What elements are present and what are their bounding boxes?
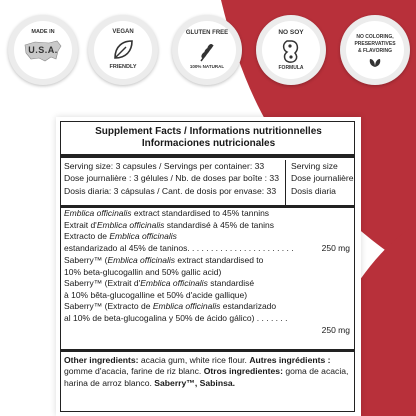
ingredient-text: Extrait d' — [64, 219, 97, 230]
badge-bottom-text: 100% NATURAL — [189, 64, 225, 69]
facts-title — [61, 126, 356, 150]
badge-row — [0, 0, 416, 100]
ingredient-text: estandarizado — [220, 301, 277, 312]
vegan-friendly-badge — [88, 15, 158, 85]
ingredient-latin-name: Emblica officinalis — [109, 231, 177, 242]
no-soy-badge — [256, 15, 326, 85]
soybean-icon — [279, 38, 303, 64]
ingredient-amount: 250 mg — [321, 243, 350, 253]
ingredient-text: Saberry™ (Extrait d' — [64, 278, 141, 289]
ingredient-text: à 10% bêta-glucogalline et 50% d'acide gallique) — [64, 289, 248, 300]
ingredient-emblica — [64, 208, 294, 254]
ingredient-text: standardisé à 45% de tanins — [164, 219, 275, 230]
made-in-usa-badge — [8, 15, 78, 85]
serving-line-en: Serving size: 3 capsules / Servings per container: 33 — [64, 161, 265, 171]
supplement-facts-panel — [56, 117, 361, 416]
other-ingredients-text-es: goma de acacia, harina de arroz blanco. — [64, 366, 349, 388]
ingredient-latin-name: Emblica officinalis — [96, 219, 165, 230]
serving-info-right — [291, 160, 354, 197]
thick-divider — [61, 349, 354, 352]
other-ingredients-label-fr: Autres ingrédients : — [249, 355, 331, 365]
serving-header-en: Serving size — [291, 161, 338, 171]
leaves-icon — [368, 58, 382, 68]
badge-line-3: & FLAVORING — [357, 48, 393, 54]
ingredient-latin-name: Emblica officinalis — [140, 278, 208, 289]
other-ingredients — [64, 355, 352, 389]
serving-header-fr: Dose journalière — [291, 173, 354, 184]
ingredient-text: Saberry™ (Extracto de — [64, 301, 153, 312]
other-ingredients-text-fr: gomme d'acacia, farine de riz blanc. — [64, 366, 204, 377]
badge-top-text: NO SOY — [278, 29, 304, 36]
other-ingredients-label-en: Other ingredients: — [64, 355, 139, 365]
other-ingredients-label-es: Otros ingredientes: — [203, 366, 283, 377]
badge-top-text: MADE IN — [31, 29, 55, 35]
badge-top-text: VEGAN — [112, 29, 134, 35]
ingredient-latin-name: Emblica officinalis — [64, 208, 132, 218]
badge-line-2: PRESERVATIVES — [354, 41, 396, 47]
ingredient-text: 10% beta-glucogallin and 50% gallic acid) — [64, 266, 222, 277]
badge-line-1: NO COLORING, — [356, 34, 394, 40]
serving-line-es: Dosis diaria: 3 cápsulas / Cant. de dosis por envase: 33 — [64, 185, 277, 196]
badge-bottom-text: FRIENDLY — [109, 64, 137, 70]
ingredient-text: Extracto de — [64, 231, 110, 242]
ingredient-text: extract standardised to — [175, 255, 264, 265]
wheat-icon — [195, 39, 219, 63]
ingredient-text: standardisé — [207, 278, 255, 289]
serving-line-fr: Dose journalière : 3 gélules / Nb. de doses par boîte : 33 — [64, 173, 279, 184]
ingredient-text: Saberry™ ( — [64, 255, 108, 265]
supplement-facts-frame — [60, 121, 355, 412]
no-coloring-badge — [340, 15, 410, 85]
ingredient-amount: 250 mg — [321, 325, 350, 335]
serving-column-divider — [285, 160, 286, 205]
serving-info-left — [64, 160, 279, 197]
serving-header-es: Dosis diaria — [291, 185, 336, 196]
ingredient-text: estandarizado al 45% de taninos. . . . . . . . . . . . . . . . . . . . . . . — [64, 242, 294, 253]
leaf-icon — [111, 38, 135, 62]
ingredient-latin-name: Emblica officinalis — [152, 301, 221, 312]
ingredient-text: al 10% de beta-glucogalina y 50% de ácido gálico) . . . . . . . — [64, 312, 288, 323]
badge-main-text: U.S.A. — [28, 45, 58, 55]
badge-bottom-text: FORMULA — [278, 65, 304, 71]
ingredient-text: extract standardised to 45% tannins — [131, 208, 270, 218]
facts-title-line-2: Informaciones nutricionales — [141, 138, 276, 149]
thick-divider — [61, 154, 354, 158]
badge-top-text: GLUTEN FREE — [185, 30, 229, 36]
brand-credit: Saberry™, Sabinsa. — [154, 377, 236, 388]
other-ingredients-text-en: acacia gum, white rice flour. — [138, 355, 250, 365]
facts-title-line-1: Supplement Facts / Informations nutritionnelles — [95, 126, 322, 137]
ingredient-saberry — [64, 255, 288, 325]
gluten-free-badge — [172, 15, 242, 85]
ingredient-latin-name: Emblica officinalis — [107, 255, 176, 265]
